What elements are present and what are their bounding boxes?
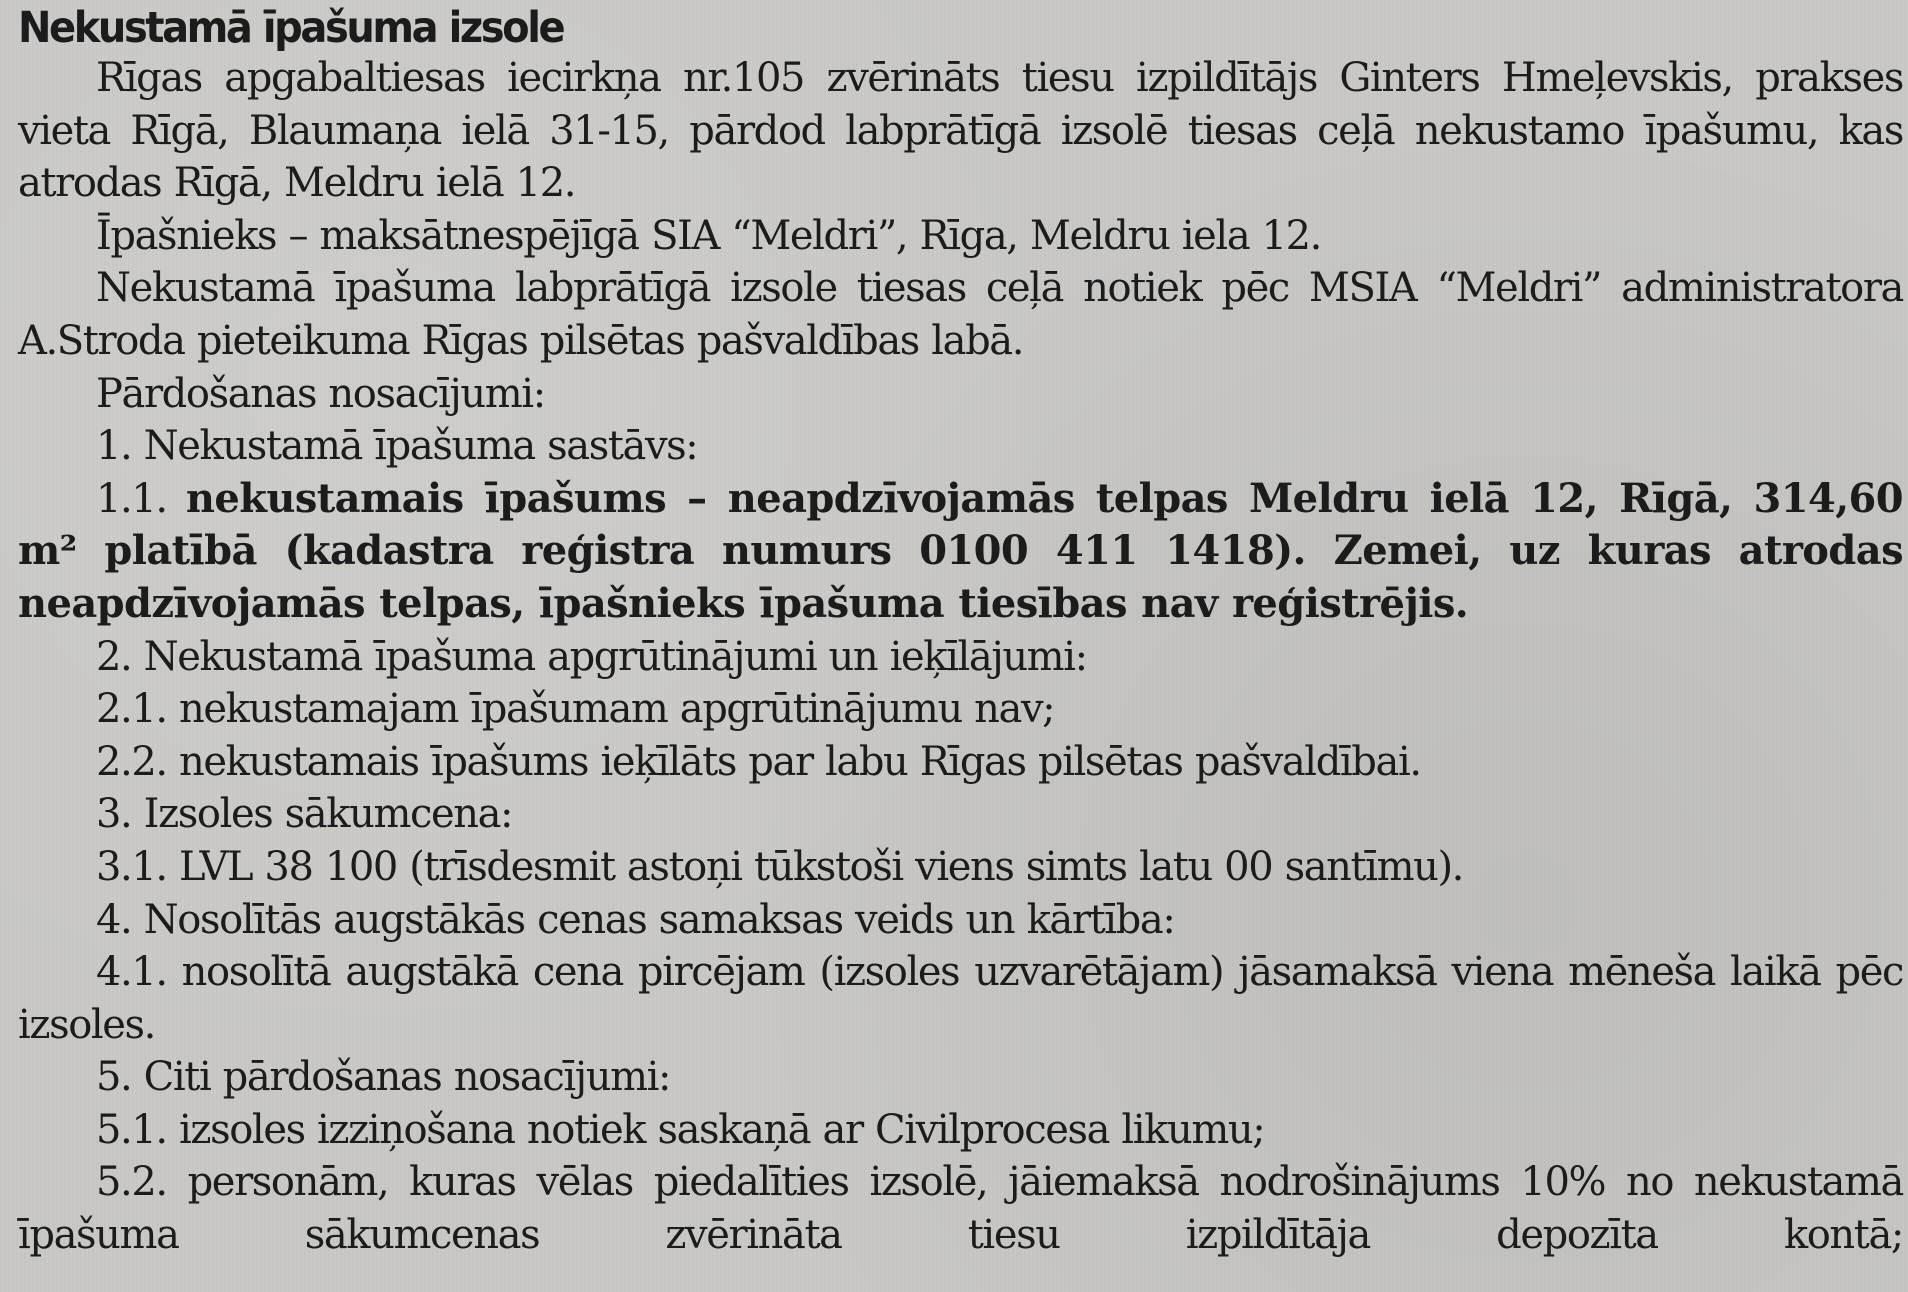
auction-basis-paragraph: Nekustamā īpašuma labprātīgā izsole tiesas ceļā notiek pēc MSIA “Meldri” administratora A.Stroda pieteikuma Rīgas pilsētas pašvaldības labā. [18,265,1903,364]
conditions-heading: Pārdošanas nosacījumi: [96,370,545,417]
section-5-heading: 5. Citi pārdošanas nosacījumi: [96,1054,671,1101]
owner-paragraph: Īpašnieks – maksātnespējīgā SIA “Meldri”, Rīga, Meldru iela 12. [96,212,1321,259]
item-2-2: 2.2. nekustamais īpašums ieķīlāts par labu Rīgas pilsētas pašvaldībai. [96,738,1421,785]
item-1-1-bold-text: nekustamais īpašums – neapdzīvojamās telpas Meldru ielā 12, Rīgā, 314,60 m² platībā (kadastra reģistra numurs 0100 411 1418). Zemei, uz kuras atrodas neapdzīvojamās telpas, īpašnieks īpašuma tiesības nav reģistrējis. [18,474,1903,627]
item-3-1: 3.1. LVL 38 100 (trīsdesmit astoņi tūkstoši viens simts latu 00 santīmu). [96,843,1463,890]
section-4-heading: 4. Nosolītās augstākās cenas samaksas veids un kārtība: [96,896,1175,943]
item-1-1 [18,473,1903,631]
item-2-1: 2.1. nekustamajam īpašumam apgrūtinājumu nav; [96,686,1055,733]
auction-notice-article [18,0,1903,1262]
item-1-1-number: 1.1. [96,475,167,522]
article-title: Nekustamā īpašuma izsole [18,3,564,53]
item-4-1: 4.1. nosolītā augstākā cena pircējam (izsoles uzvarētājam) jāsamaksā viena mēneša laikā pēc izsoles. [18,949,1903,1048]
item-5-1: 5.1. izsoles izziņošana notiek saskaņā ar Civilprocesa likumu; [96,1106,1265,1153]
section-2-heading: 2. Nekustamā īpašuma apgrūtinājumi un ieķīlājumi: [96,633,1087,680]
section-1-heading: 1. Nekustamā īpašuma sastāvs: [96,423,698,470]
intro-paragraph: Rīgas apgabaltiesas iecirkņa nr.105 zvērināts tiesu izpildītājs Ginters Hmeļevskis, prakses vieta Rīgā, Blaumaņa ielā 31-15, pārdod labprātīgā izsolē tiesas ceļā nekustamo īpašumu, kas atrodas Rīgā, Meldru ielā 12. [18,55,1903,207]
item-5-2: 5.2. personām, kuras vēlas piedalīties izsolē, jāiemaksā nodrošinājums 10% no nekustamā īpašuma sākumcenas zvērināta tiesu izpildītāja depozīta kontā; [18,1159,1903,1259]
section-3-heading: 3. Izsoles sākumcena: [96,791,513,838]
